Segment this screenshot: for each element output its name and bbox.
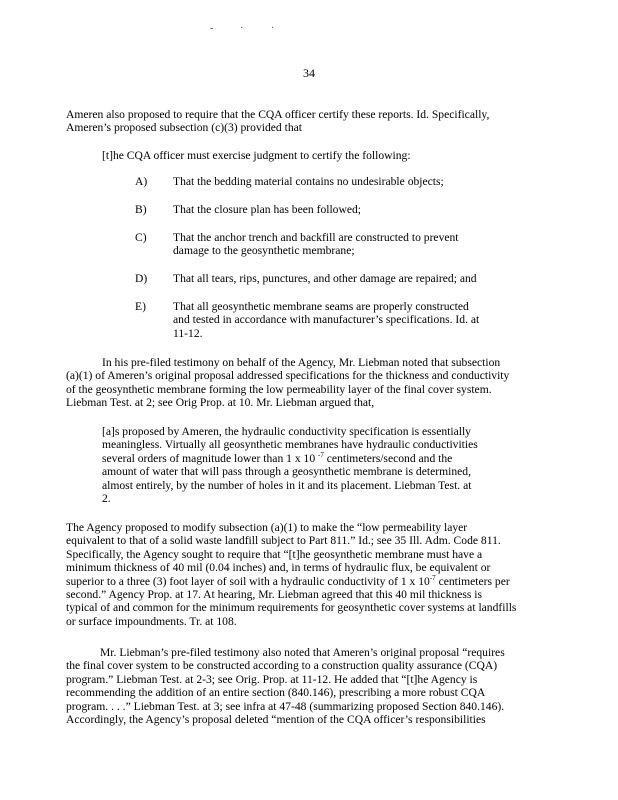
list-item-letter: A) [135, 175, 148, 188]
text-line: [t]he CQA officer must exercise judgment to certify the following: [102, 149, 411, 162]
text-line: That the bedding material contains no undesirable objects; [173, 175, 444, 188]
text-line: recommending the addition of an entire section (840.146), prescribing a more robust CQA [66, 686, 486, 700]
text-line: superior to a three (3) foot layer of soil with a hydraulic conductivity of 1 x $10^{-7}$ centimeters per [66, 573, 510, 588]
text-line: Accordingly, the Agency’s proposal deleted “mention of the CQA officer’s responsibilities [66, 713, 486, 727]
text-line: Ameren also proposed to require that the CQA officer certify these reports. Id. Specifically, [66, 108, 490, 121]
text-line: of the geosynthetic membrane forming the low permeability layer of the final cover system. [66, 382, 492, 396]
text-line: That the closure plan has been followed; [173, 203, 362, 216]
text-line: 11-12. [173, 326, 203, 340]
text-line: program. . . .” Liebman Test. at 3; see infra at 47-48 (summarizing proposed Section 840.146). [66, 699, 505, 713]
block-quote [102, 425, 502, 505]
superscript: -7 [429, 573, 436, 582]
text-line: almost entirely, by the number of holes in it and its placement. Liebman Test. at [102, 478, 472, 492]
text-line: program.” Liebman Test. at 2-3; see Orig. Prop. at 11-12. He added that “[t]he Agency is [66, 672, 478, 686]
quote-lead [102, 149, 502, 162]
liebman-paragraph [66, 356, 556, 410]
text-line: several orders of magnitude lower than 1 x 10 $^{-7}$ centimeters/second and the [102, 450, 453, 465]
text-line: amount of water that will pass through a geosynthetic membrane is determined, [102, 465, 471, 479]
text-line: (a)(1) of Ameren’s original proposal addressed specifications for the thickness and conductivity [66, 369, 510, 383]
list-item-letter: D) [135, 272, 148, 285]
text-line: Mr. Liebman’s pre-filed testimony also noted that Ameren’s original proposal “requires [100, 646, 505, 659]
text-line: That the anchor trench and backfill are constructed to prevent [173, 231, 459, 244]
text-line: 2. [102, 492, 111, 506]
cqa-paragraph [66, 646, 556, 726]
text-line: typical of and common for the minimum requirements for geosynthetic cover systems at landfills [66, 601, 517, 615]
list-item-letter: E) [135, 300, 146, 313]
scan-speck: · [271, 23, 275, 34]
text-line: minimum thickness of 40 mil (0.04 inches) and, in terms of hydraulic flux, be equivalent or [66, 561, 491, 575]
superscript: -7 [318, 450, 324, 459]
text-line: That all geosynthetic membrane seams are properly constructed [173, 300, 469, 313]
text-line: the final cover system to be constructed according to a construction quality assurance (CQA) [66, 659, 498, 673]
agency-paragraph [66, 521, 556, 628]
text-line: The Agency proposed to modify subsection (a)(1) to make the “low permeability layer [66, 521, 468, 534]
text-line: damage to the geosynthetic membrane; [173, 244, 355, 258]
scan-speck: - [210, 23, 214, 34]
page-number: 34 [303, 66, 315, 80]
text-line: Liebman Test. at 2; see Orig Prop. at 10. Mr. Liebman argued that, [66, 396, 375, 410]
list-item-letter: B) [135, 203, 147, 216]
text-line: Specifically, the Agency sought to require that “[t]he geosynthetic membrane must have a [66, 547, 483, 561]
text-line: or surface impoundments. Tr. at 108. [66, 614, 237, 628]
text-line: equivalent to that of a solid waste landfill subject to Part 811.” Id.; see 35 Ill. Adm. Code 811. [66, 534, 501, 548]
text-line: and tested in accordance with manufacturer’s specifications. Id. at [173, 313, 480, 327]
text-line: [a]s proposed by Ameren, the hydraulic conductivity specification is essentially [102, 425, 471, 438]
text-line: second.” Agency Prop. at 17. At hearing, Mr. Liebman agreed that this 40 mil thickness is [66, 588, 483, 602]
text-line: That all tears, rips, punctures, and other damage are repaired; and [173, 272, 477, 285]
scan-speck: · [240, 23, 244, 34]
text-line: meaningless. Virtually all geosynthetic membranes have hydraulic conductivities [102, 438, 478, 452]
text-line: Ameren’s proposed subsection (c)(3) provided that [66, 121, 302, 135]
list-item-letter: C) [135, 231, 147, 244]
intro-paragraph [66, 108, 556, 135]
text-line: In his pre-filed testimony on behalf of the Agency, Mr. Liebman noted that subsection [102, 356, 501, 369]
